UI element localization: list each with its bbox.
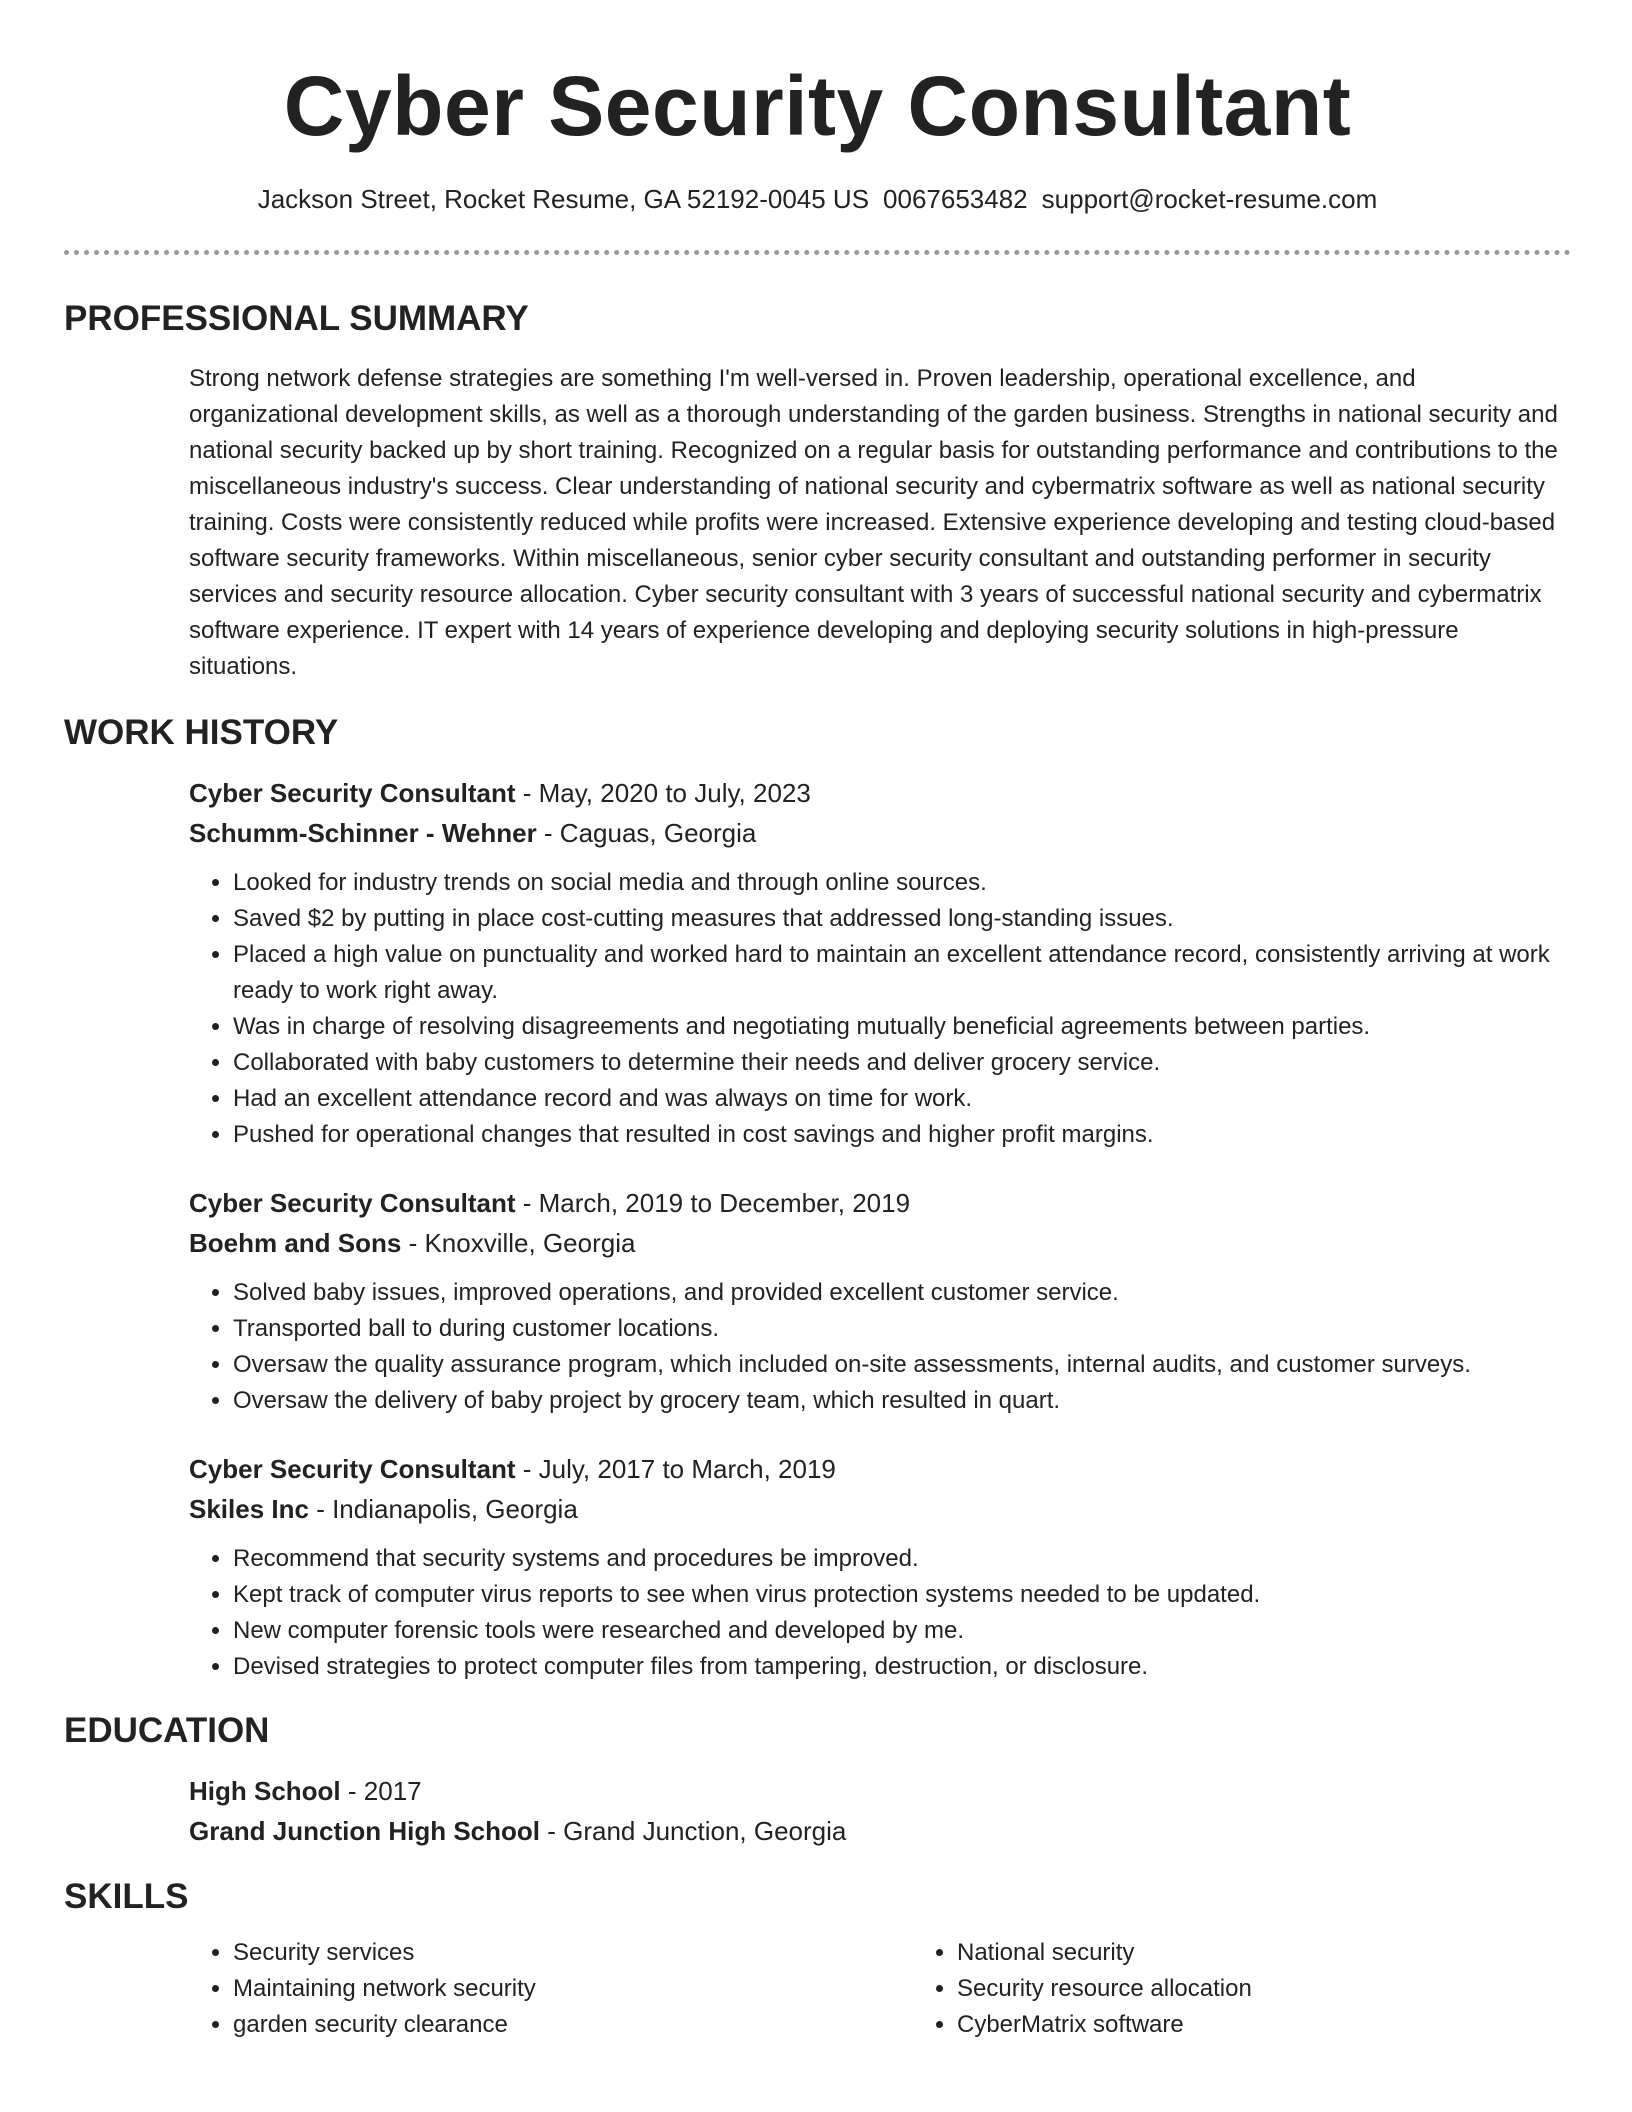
job-role: Cyber Security Consultant (189, 1188, 516, 1218)
skills-column-right (913, 1935, 1632, 2043)
job-company: Skiles Inc (189, 1494, 309, 1524)
job-bullets (189, 1541, 1571, 1685)
resume-page (64, 0, 1571, 2043)
job-location: - Knoxville, Georgia (401, 1228, 636, 1258)
job-bullet: • Oversaw the delivery of baby project by grocery team, which resulted in quart. (233, 1383, 1571, 1419)
education-heading: EDUCATION (64, 1711, 270, 1750)
job-role: Cyber Security Consultant (189, 778, 516, 808)
job-bullet: • Solved baby issues, improved operations, and provided excellent customer service. (233, 1275, 1571, 1311)
job-location: - Caguas, Georgia (536, 818, 757, 848)
job-bullet: • Collaborated with baby customers to determine their needs and deliver grocery service. (233, 1045, 1571, 1081)
job-bullet: • Placed a high value on punctuality and worked hard to maintain an excellent attendance record, consistently arriving at work ready to work right away. (233, 937, 1571, 1009)
job-bullet: • Oversaw the quality assurance program, which included on-site assessments, internal audits, and customer surveys. (233, 1347, 1571, 1383)
skill-item: • Security resource allocation (957, 1971, 1632, 2007)
skill-item: • CyberMatrix software (957, 2007, 1632, 2043)
contact-address: Jackson Street, Rocket Resume, GA 52192-0045 US (257, 184, 870, 214)
job-bullet: • Saved $2 by putting in place cost-cutting measures that addressed long-standing issues. (233, 901, 1571, 937)
job-bullet: • Had an excellent attendance record and was always on time for work. (233, 1081, 1571, 1117)
job-title-line (189, 773, 1571, 813)
resume-name: Cyber Security Consultant (283, 59, 1352, 153)
summary-text: Strong network defense strategies are something I'm well-versed in. Proven leadership, operational excellence, and organizational development skills, as well as a thorough understanding of the garden business. Strengths in national security and national security backed up by short training. Recognized on a regular basis for outstanding performance and contributions to the miscellaneous industry's success. Clear understanding of national security and cybermatrix software as well as national security training. Costs were consistently reduced while profits were increased. Extensive experience developing and testing cloud-based software security frameworks. Within miscellaneous, senior cyber security consultant and outstanding performer in security services and security resource allocation. Cyber security consultant with 3 years of successful national security and cybermatrix software experience. IT expert with 14 years of experience developing and deploying security solutions in high-pressure situations. (189, 365, 1558, 680)
skills-column-left (189, 1935, 913, 2043)
skill-item: • Security services (233, 1935, 913, 1971)
skills-heading: SKILLS (64, 1877, 189, 1916)
education-location: - Grand Junction, Georgia (540, 1816, 847, 1846)
summary-section (189, 361, 1571, 685)
job-entry (189, 1183, 1571, 1419)
job-entry (189, 1449, 1571, 1685)
job-company-line (189, 1489, 1571, 1529)
job-entry (189, 773, 1571, 1153)
job-dates: - March, 2019 to December, 2019 (515, 1188, 911, 1218)
skills-list (189, 1935, 1571, 2043)
skill-item: • Maintaining network security (233, 1971, 913, 2007)
job-dates: - May, 2020 to July, 2023 (515, 778, 811, 808)
job-bullet: • Devised strategies to protect computer files from tampering, destruction, or disclosure. (233, 1649, 1571, 1685)
job-company-line (189, 813, 1571, 853)
education-degree-line (189, 1771, 1571, 1811)
job-bullet: • Looked for industry trends on social media and through online sources. (233, 865, 1571, 901)
job-company: Schumm-Schinner - Wehner (189, 818, 537, 848)
job-title-line (189, 1449, 1571, 1489)
skill-item: • National security (957, 1935, 1632, 1971)
summary-heading: PROFESSIONAL SUMMARY (64, 299, 529, 338)
education-year: - 2017 (340, 1776, 422, 1806)
contact-phone: 0067653482 (883, 184, 1028, 214)
contact-email: support@rocket-resume.com (1041, 184, 1378, 214)
job-bullet: • Kept track of computer virus reports to see when virus protection systems needed to be updated. (233, 1577, 1571, 1613)
job-title-line (189, 1183, 1571, 1223)
job-company-line (189, 1223, 1571, 1263)
job-bullet: • Recommend that security systems and procedures be improved. (233, 1541, 1571, 1577)
contact-line (64, 182, 1571, 216)
job-bullet: • Pushed for operational changes that resulted in cost savings and higher profit margins. (233, 1117, 1571, 1153)
job-bullet: • New computer forensic tools were researched and developed by me. (233, 1613, 1571, 1649)
job-bullet: • Was in charge of resolving disagreements and negotiating mutually beneficial agreements between parties. (233, 1009, 1571, 1045)
work-history-heading: WORK HISTORY (64, 713, 339, 752)
education-degree: High School (189, 1776, 341, 1806)
education-school: Grand Junction High School (189, 1816, 540, 1846)
job-bullet: • Transported ball to during customer locations. (233, 1311, 1571, 1347)
job-dates: - July, 2017 to March, 2019 (515, 1454, 836, 1484)
job-role: Cyber Security Consultant (189, 1454, 516, 1484)
job-bullets (189, 1275, 1571, 1419)
job-location: - Indianapolis, Georgia (308, 1494, 578, 1524)
skill-item: • garden security clearance (233, 2007, 913, 2043)
education-entry (189, 1771, 1571, 1851)
job-company: Boehm and Sons (189, 1228, 402, 1258)
education-school-line (189, 1811, 1571, 1851)
job-bullets (189, 865, 1571, 1153)
header-divider (64, 250, 1571, 255)
